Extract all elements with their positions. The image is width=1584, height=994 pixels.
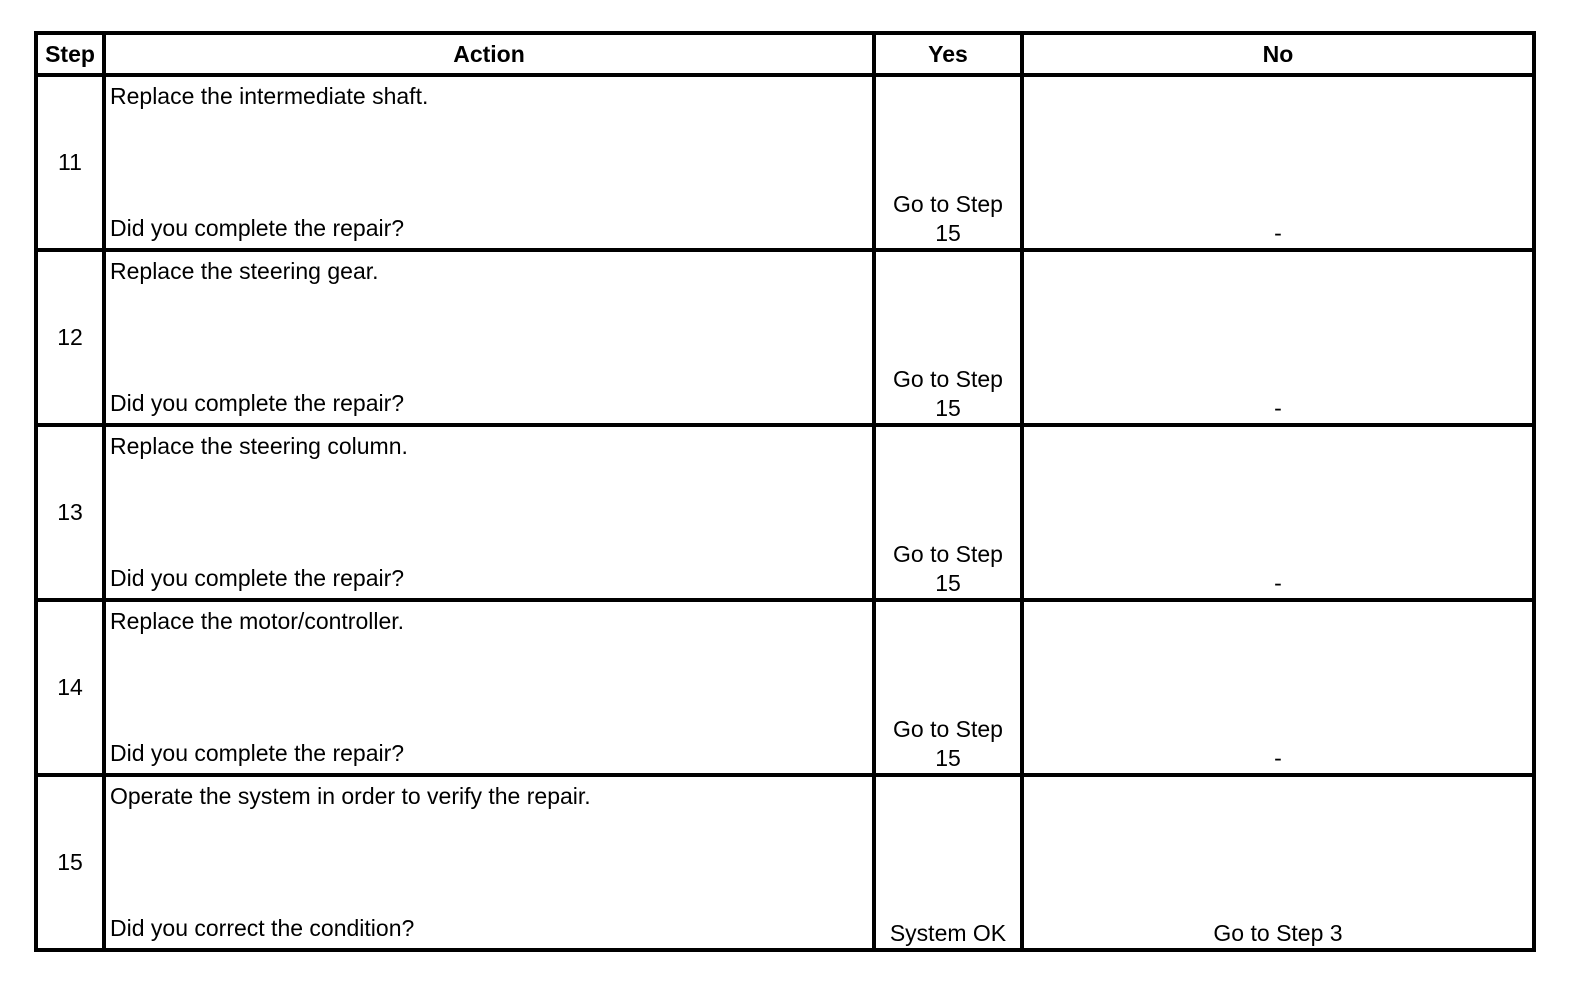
header-action: Action (104, 33, 874, 75)
action-text: Replace the steering column. (110, 433, 408, 459)
step-number: 12 (36, 250, 104, 425)
yes-cell (874, 250, 1022, 425)
question-text: Did you correct the condition? (110, 915, 415, 941)
yes-cell (874, 600, 1022, 775)
no-result: - (1022, 250, 1534, 425)
action-text: Operate the system in order to verify the repair. (110, 783, 591, 809)
action-text: Replace the motor/controller. (110, 608, 405, 634)
yes-cell (874, 425, 1022, 600)
action-cell (104, 775, 874, 950)
step-number: 11 (36, 75, 104, 250)
step-number: 14 (36, 600, 104, 775)
question-text: Did you complete the repair? (110, 215, 405, 241)
action-cell (104, 250, 874, 425)
table-row (36, 600, 1534, 775)
no-result: - (1022, 425, 1534, 600)
action-text: Replace the steering gear. (110, 258, 379, 284)
yes-result: System OK (889, 920, 1007, 946)
header-no: No (1022, 33, 1534, 75)
yes-cell (874, 75, 1022, 250)
table-row (36, 775, 1534, 950)
yes-result: Go to Step 15 (893, 716, 1003, 771)
question-text: Did you complete the repair? (110, 740, 405, 766)
yes-result: Go to Step 15 (893, 191, 1003, 246)
action-cell (104, 600, 874, 775)
table-row (36, 425, 1534, 600)
step-number: 15 (36, 775, 104, 950)
table-row (36, 250, 1534, 425)
action-text: Replace the intermediate shaft. (110, 83, 429, 109)
header-row (36, 33, 1534, 75)
header-step: Step (36, 33, 104, 75)
table-row (36, 75, 1534, 250)
action-cell (104, 75, 874, 250)
header-yes: Yes (874, 33, 1022, 75)
no-result: - (1022, 600, 1534, 775)
diagnostic-table (34, 31, 1536, 952)
yes-result: Go to Step 15 (893, 366, 1003, 421)
step-number: 13 (36, 425, 104, 600)
no-result: Go to Step 3 (1022, 775, 1534, 950)
yes-result: Go to Step 15 (893, 541, 1003, 596)
question-text: Did you complete the repair? (110, 565, 405, 591)
action-cell (104, 425, 874, 600)
question-text: Did you complete the repair? (110, 390, 405, 416)
no-result: - (1022, 75, 1534, 250)
yes-cell (874, 775, 1022, 950)
